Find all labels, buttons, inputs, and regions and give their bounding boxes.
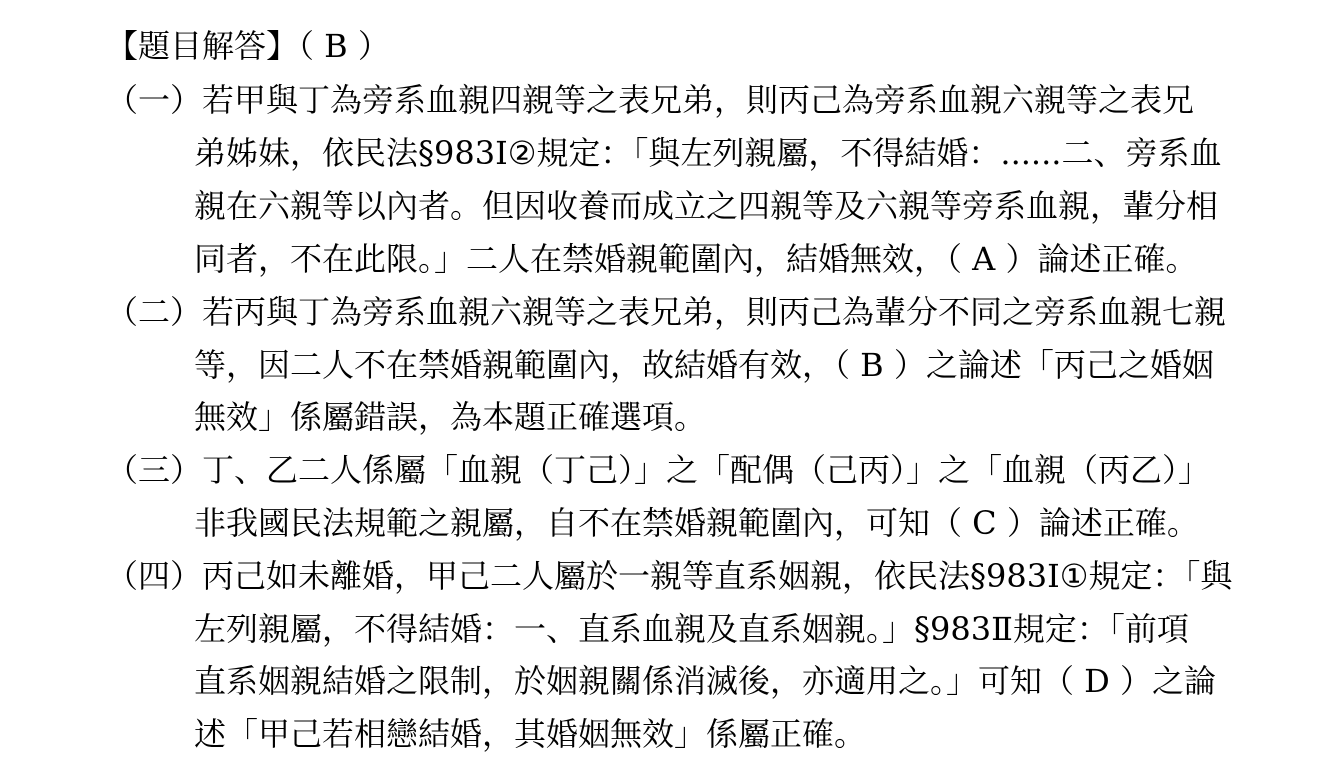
item-1-line-1: （一）若甲與丁為旁系血親四親等之表兄弟，則丙己為旁系血親六親等之表兄 [106, 81, 1195, 119]
item-4-line-2: 左列親屬，不得結婚：一、直系血親及直系姻親。」§983Ⅱ規定：「前項 [194, 610, 1189, 648]
item-1-line-3: 親在六親等以內者。但因收養而成立之四親等及六親等旁系血親，輩分相 [194, 187, 1219, 225]
answer-heading: 【題目解答】（ B ） [106, 27, 390, 65]
item-3-line-2: 非我國民法規範之親屬，自不在禁婚親範圍內，可知（ C ）論述正確。 [194, 504, 1199, 542]
item-2-line-2: 等，因二人不在禁婚親範圍內，故結婚有效，（ B ）之論述「丙己之婚姻 [194, 346, 1214, 384]
item-1-line-2: 弟姊妹，依民法§983Ⅰ②規定：「與左列親屬，不得結婚：......二、旁系血 [194, 134, 1222, 172]
item-2-line-3: 無效」係屬錯誤，為本題正確選項。 [194, 398, 707, 436]
item-4-line-3: 直系姻親結婚之限制，於姻親關係消滅後，亦適用之。」可知（ D ）之論 [194, 662, 1217, 700]
item-3-line-1: （三）丁、乙二人係屬「血親（丁己）」之「配偶（己丙）」之「血親（丙乙）」 [106, 451, 1211, 489]
item-1-line-4: 同者，不在此限。」二人在禁婚親範圍內，結婚無效，（ A ）論述正確。 [194, 240, 1198, 278]
item-4-line-4: 述「甲己若相戀結婚，其婚姻無效」係屬正確。 [194, 715, 867, 753]
item-4-line-1: （四）丙己如未離婚，甲己二人屬於一親等直系姻親，依民法§983Ⅰ①規定：「與 [106, 557, 1233, 595]
item-2-line-1: （二）若丙與丁為旁系血親六親等之表兄弟，則丙己為輩分不同之旁系血親七親 [106, 293, 1227, 331]
